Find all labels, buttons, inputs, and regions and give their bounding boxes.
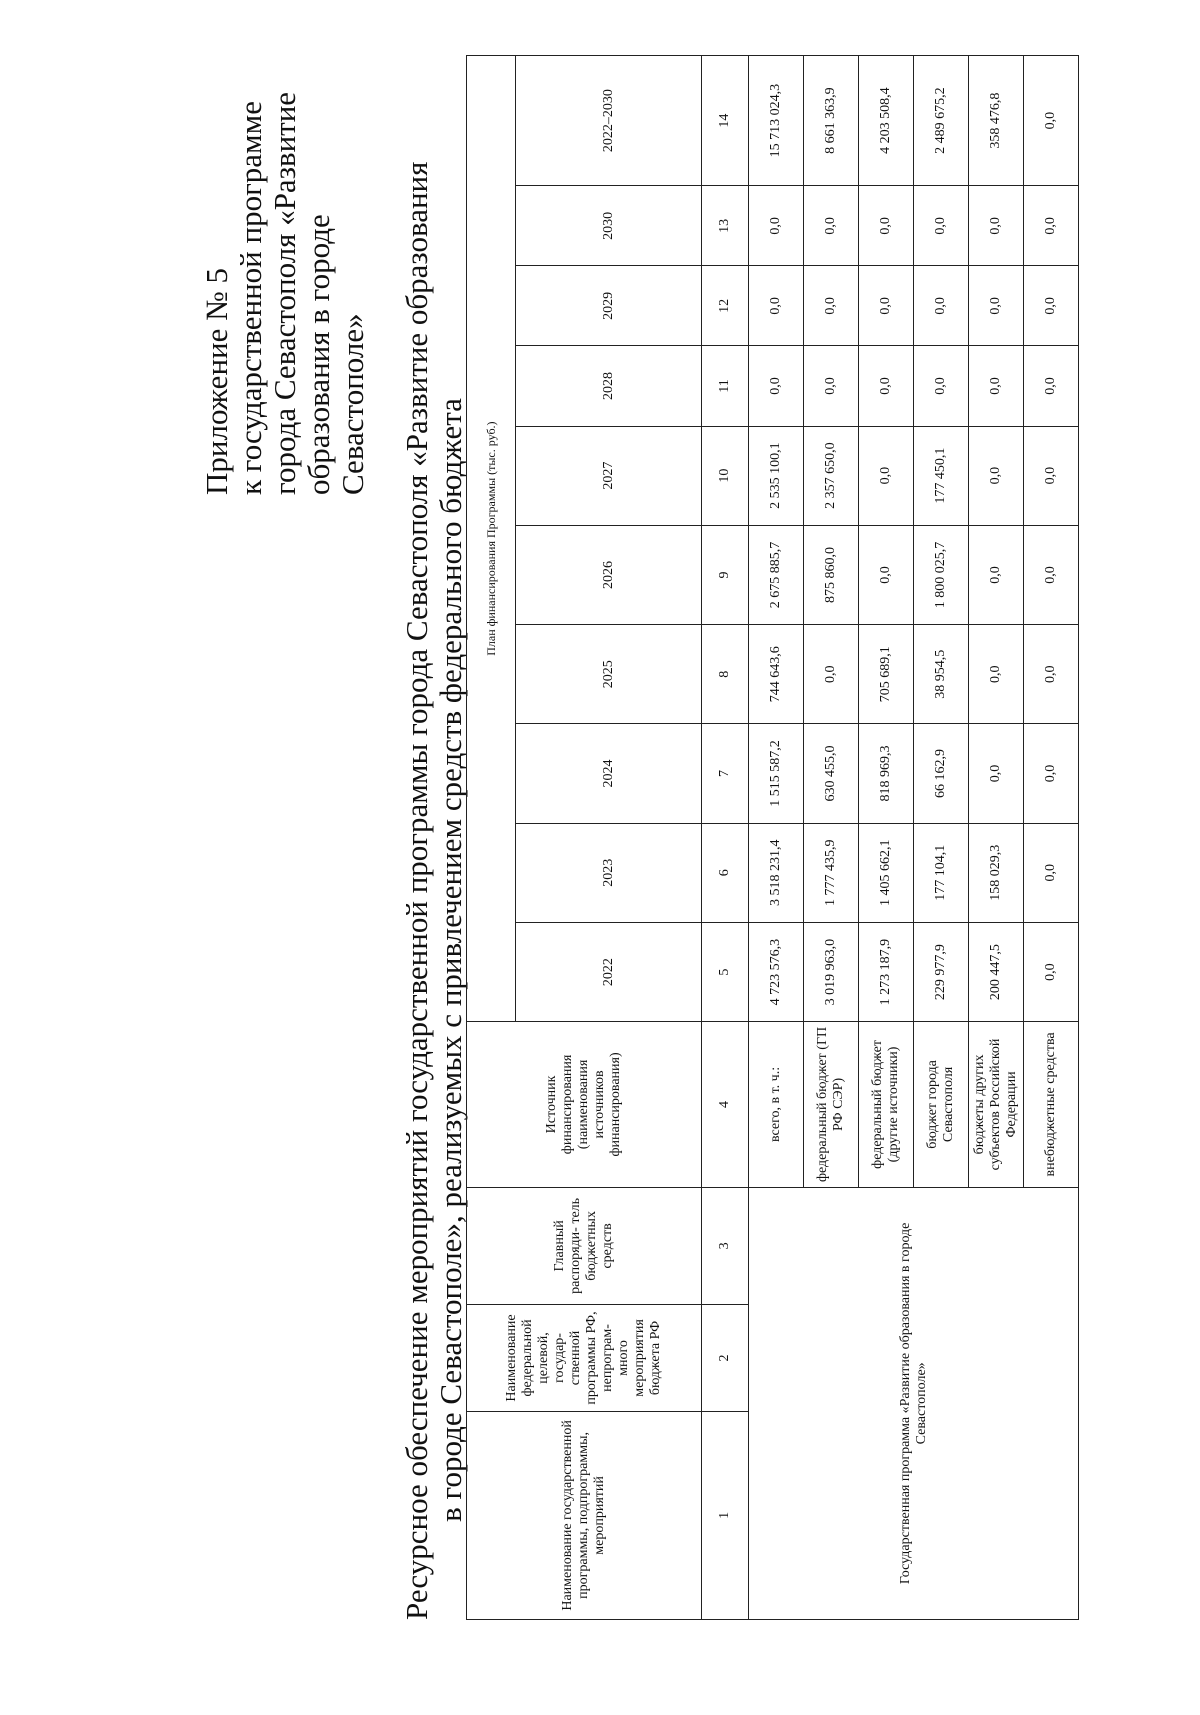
year-header: 2025 [516,625,702,724]
year-header-total: 2022–2030 [516,56,702,186]
value-cell: 0,0 [914,266,969,346]
column-number-row [702,56,749,1620]
value-cell: 0,0 [969,426,1024,525]
heading-line: в городе Севастополе», реализуемых с привлечением средств федерального бюджета [433,398,468,1522]
header-row-plan [467,56,516,1620]
value-cell: 2 675 885,7 [749,525,804,624]
value-cell: 1 777 435,9 [804,823,859,922]
value-cell: 229 977,9 [914,922,969,1021]
col-number: 5 [702,922,749,1021]
value-cell: 66 162,9 [914,724,969,823]
value-cell: 0,0 [969,266,1024,346]
value-cell: 0,0 [1024,266,1079,346]
total-value-cell: 4 203 508,4 [859,56,914,186]
value-cell: 0,0 [914,346,969,426]
year-header: 2028 [516,346,702,426]
col-number: 6 [702,823,749,922]
col4-header: Источник финансирования (наименования источников финансирования) [467,1022,702,1187]
value-cell: 0,0 [804,266,859,346]
value-cell: 2 535 100,1 [749,426,804,525]
col-number: 4 [702,1022,749,1187]
value-cell: 0,0 [859,525,914,624]
appendix-line: Севастополе» [335,313,370,495]
value-cell: 0,0 [804,625,859,724]
total-value-cell: 2 489 675,2 [914,56,969,186]
value-cell: 177 450,1 [914,426,969,525]
value-cell: 0,0 [859,186,914,266]
year-header: 2023 [516,823,702,922]
value-cell: 0,0 [804,186,859,266]
value-cell: 744 643,6 [749,625,804,724]
funding-source-cell: всего, в т. ч.: [749,1022,804,1187]
col-number: 12 [702,266,749,346]
year-header: 2026 [516,525,702,624]
appendix-line: Приложение № 5 [199,268,234,495]
appendix-line: образования в городе [301,214,336,495]
value-cell: 0,0 [1024,625,1079,724]
value-cell: 1 515 587,2 [749,724,804,823]
col-number: 11 [702,346,749,426]
table-row [749,56,804,1620]
value-cell: 875 860,0 [804,525,859,624]
appendix-line: к государственной программе [233,100,268,495]
value-cell: 0,0 [1024,724,1079,823]
col-number: 1 [702,1411,749,1619]
value-cell: 0,0 [1024,346,1079,426]
value-cell: 0,0 [1024,823,1079,922]
value-cell: 0,0 [859,266,914,346]
heading-line: Ресурсное обеспечение мероприятий государственной программы города Севастополя «Развитие образования [399,161,434,1620]
funding-source-cell: бюджеты других субъектов Российской Федерации [969,1022,1024,1187]
value-cell: 158 029,3 [969,823,1024,922]
col-number: 8 [702,625,749,724]
value-cell: 4 723 576,3 [749,922,804,1021]
value-cell: 38 954,5 [914,625,969,724]
value-cell: 0,0 [749,346,804,426]
col-number: 2 [702,1305,749,1412]
col2-header: Наименование федеральной целевой, государ- ственной программы РФ, непрограм- много мероприятия бюджета РФ [467,1305,702,1412]
plan-header: План финансирования Программы (тыс. руб.) [467,56,516,1022]
value-cell: 2 357 650,0 [804,426,859,525]
value-cell: 0,0 [969,186,1024,266]
appendix-line: города Севастополя «Развитие [267,91,302,495]
funding-source-cell: внебюджетные средства [1024,1022,1079,1187]
col-number: 13 [702,186,749,266]
value-cell: 0,0 [859,346,914,426]
year-header: 2024 [516,724,702,823]
col3-header: Главный распоряди- тель бюджетных средств [467,1187,702,1304]
col-number: 9 [702,525,749,624]
year-header: 2027 [516,426,702,525]
funding-source-cell: федеральный бюджет (другие источники) [859,1022,914,1187]
value-cell: 1 800 025,7 [914,525,969,624]
value-cell: 0,0 [914,186,969,266]
year-header: 2030 [516,186,702,266]
appendix-caption [200,75,370,495]
total-value-cell: 15 713 024,3 [749,56,804,186]
value-cell: 0,0 [1024,426,1079,525]
value-cell: 0,0 [1024,525,1079,624]
funding-source-cell: федеральный бюджет (ГП РФ СЭР) [804,1022,859,1187]
value-cell: 1 405 662,1 [859,823,914,922]
total-value-cell: 8 661 363,9 [804,56,859,186]
value-cell: 0,0 [969,346,1024,426]
col-number: 14 [702,56,749,186]
value-cell: 0,0 [1024,186,1079,266]
value-cell: 3 019 963,0 [804,922,859,1021]
funding-source-cell: бюджет города Севастополя [914,1022,969,1187]
value-cell: 0,0 [859,426,914,525]
total-value-cell: 358 476,8 [969,56,1024,186]
value-cell: 0,0 [969,525,1024,624]
col-number: 7 [702,724,749,823]
year-header: 2022 [516,922,702,1021]
table-body [749,56,1079,1620]
col1-header: Наименование государственной программы, подпрограммы, мероприятий [467,1411,702,1619]
value-cell: 0,0 [804,346,859,426]
document-heading [399,161,468,1620]
value-cell: 705 689,1 [859,625,914,724]
value-cell: 200 447,5 [969,922,1024,1021]
year-header: 2029 [516,266,702,346]
value-cell: 177 104,1 [914,823,969,922]
value-cell: 0,0 [749,266,804,346]
resource-table [466,55,1079,1620]
col-number: 10 [702,426,749,525]
program-name-cell: Государственная программа «Развитие образования в городе Севастополе» [749,1187,1079,1619]
value-cell: 818 969,3 [859,724,914,823]
col-number: 3 [702,1187,749,1304]
value-cell: 0,0 [969,625,1024,724]
value-cell: 3 518 231,4 [749,823,804,922]
value-cell: 0,0 [749,186,804,266]
value-cell: 0,0 [969,724,1024,823]
total-value-cell: 0,0 [1024,56,1079,186]
value-cell: 1 273 187,9 [859,922,914,1021]
value-cell: 630 455,0 [804,724,859,823]
value-cell: 0,0 [1024,922,1079,1021]
